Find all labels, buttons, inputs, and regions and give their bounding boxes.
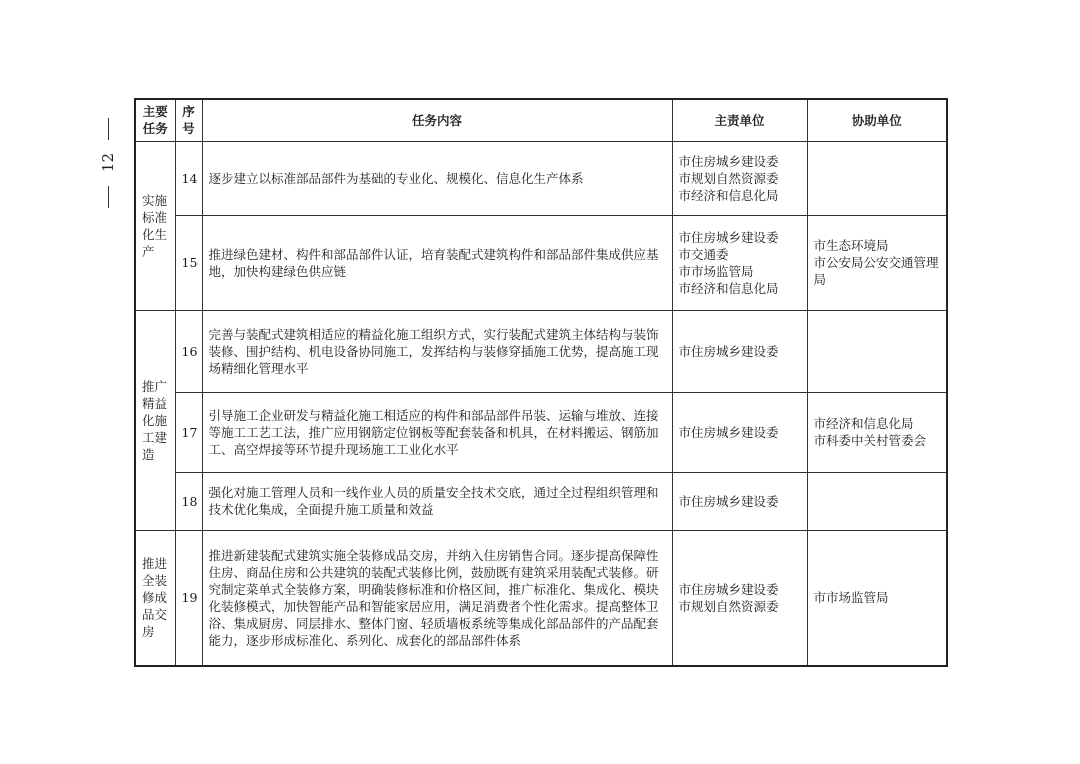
lead-cell: 市住房城乡建设委 市交通委 市市场监管局 市经济和信息化局 bbox=[672, 215, 807, 310]
content-cell: 强化对施工管理人员和一线作业人员的质量安全技术交底，通过全过程组织管理和技术优化集成，全面提升施工质量和效益 bbox=[202, 472, 672, 530]
table-row bbox=[135, 310, 947, 392]
assist-cell: 市市场监管局 bbox=[807, 530, 947, 666]
lead-cell: 市住房城乡建设委 bbox=[672, 392, 807, 472]
content-cell: 逐步建立以标准部品部件为基础的专业化、规模化、信息化生产体系 bbox=[202, 141, 672, 215]
seq-cell: 18 bbox=[175, 472, 202, 530]
content-cell: 推进绿色建材、构件和部品部件认证，培育装配式建筑构件和部品部件集成供应基地，加快构建绿色供应链 bbox=[202, 215, 672, 310]
header-seq: 序号 bbox=[175, 99, 202, 141]
table-row bbox=[135, 215, 947, 310]
task-table bbox=[134, 98, 948, 667]
lead-cell: 市住房城乡建设委 市规划自然资源委 市经济和信息化局 bbox=[672, 141, 807, 215]
category-cell: 推广 精益 化施 工建 造 bbox=[135, 310, 175, 530]
table-row bbox=[135, 141, 947, 215]
assist-cell bbox=[807, 472, 947, 530]
assist-cell: 市经济和信息化局 市科委中关村管委会 bbox=[807, 392, 947, 472]
header-category: 主要任务 bbox=[135, 99, 175, 141]
content-cell: 引导施工企业研发与精益化施工相适应的构件和部品部件吊装、运输与堆放、连接等施工工艺工法，推广应用钢筋定位钢板等配套装备和机具，在材料搬运、钢筋加工、高空焊接等环节提升现场施工工业化水平 bbox=[202, 392, 672, 472]
table-row bbox=[135, 472, 947, 530]
header-content: 任务内容 bbox=[202, 99, 672, 141]
header-lead: 主责单位 bbox=[672, 99, 807, 141]
lead-cell: 市住房城乡建设委 bbox=[672, 472, 807, 530]
page-number-dash-top bbox=[108, 118, 109, 140]
assist-cell: 市生态环境局 市公安局公安交通管理局 bbox=[807, 215, 947, 310]
seq-cell: 15 bbox=[175, 215, 202, 310]
seq-cell: 19 bbox=[175, 530, 202, 666]
header-assist: 协助单位 bbox=[807, 99, 947, 141]
table-row bbox=[135, 392, 947, 472]
header-row bbox=[135, 99, 947, 141]
table-row bbox=[135, 530, 947, 666]
category-cell: 实施 标准 化生 产 bbox=[135, 141, 175, 310]
seq-cell: 17 bbox=[175, 392, 202, 472]
page-number bbox=[96, 118, 120, 208]
assist-cell bbox=[807, 141, 947, 215]
lead-cell: 市住房城乡建设委 bbox=[672, 310, 807, 392]
assist-cell bbox=[807, 310, 947, 392]
content-cell: 推进新建装配式建筑实施全装修成品交房，并纳入住房销售合同。逐步提高保障性住房、商品住房和公共建筑的装配式装修比例，鼓励既有建筑采用装配式装修。研究制定菜单式全装修方案，明确装修标准和价格区间，推广标准化、集成化、模块化装修模式，加快智能产品和智能家居应用，满足消费者个性化需求。提高整体卫浴、集成厨房、同层排水、整体门窗、轻质墙板系统等集成化部品部件的产品配套能力，逐步形成标准化、系列化、成套化的部品部件体系 bbox=[202, 530, 672, 666]
lead-cell: 市住房城乡建设委 市规划自然资源委 bbox=[672, 530, 807, 666]
page-number-dash-bottom bbox=[108, 186, 109, 208]
content-cell: 完善与装配式建筑相适应的精益化施工组织方式，实行装配式建筑主体结构与装饰装修、围护结构、机电设备协同施工，发挥结构与装修穿插施工优势，提高施工现场精细化管理水平 bbox=[202, 310, 672, 392]
seq-cell: 16 bbox=[175, 310, 202, 392]
category-cell: 推进 全装 修成 品交 房 bbox=[135, 530, 175, 666]
seq-cell: 14 bbox=[175, 141, 202, 215]
page-number-text: 12 bbox=[98, 153, 117, 173]
